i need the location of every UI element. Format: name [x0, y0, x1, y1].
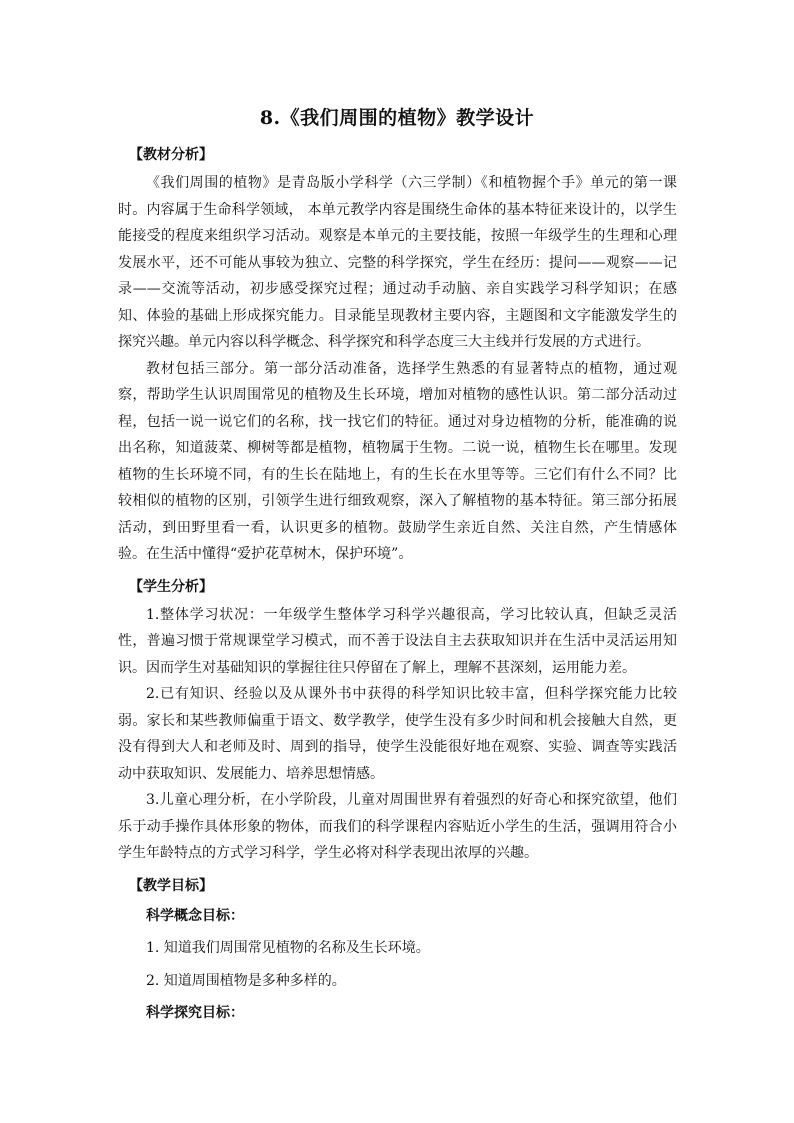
section-heading-teaching-goals: 【教学目标】 [129, 877, 213, 894]
paragraph-student-analysis-1: 1.整体学习状况：一年级学生整体学习科学兴趣很高，学习比较认真，但缺乏灵活性，普遍习惯于常规课堂学习模式，而不善于设法自主去获取知识并在生活中灵活运用知识。因而学生对基础知识的掌握往往只停留在了解上，理解不甚深刻，运用能力差。 [118, 606, 677, 676]
paragraph-textbook-analysis-2: 教材包括三部分。第一部分活动准备，选择学生熟悉的有显著特点的植物，通过观察，帮助学生认识周围常见的植物及生长环境，增加对植物的感性认识。第二部分活动过程，包括一说一说它们的名称，找一找它们的特征。通过对身边植物的分析，能准确的说出名称，知道菠菜、柳树等都是植物，植物属于生物。二说一说，植物生长在哪里。发现植物的生长环境不同，有的生长在陆地上，有的生长在水里等等。三它们有什么不同？比较相似的植物的区别，引领学生进行细致观察，深入了解植物的基本特征。第三部分拓展活动，到田野里看一看，认识更多的植物。鼓励学生亲近自然、关注自然，产生情感体验。在生活中懂得“爱护花草树木，保护环境”。 [118, 360, 677, 562]
list-item-concept-goal-2: 2. 知道周围植物是多种多样的。 [146, 972, 346, 989]
section-heading-student-analysis: 【学生分析】 [129, 578, 213, 595]
sub-heading-concept-goals: 科学概念目标： [146, 907, 244, 924]
document-title: 8.《我们周围的植物》教学设计 [259, 107, 535, 129]
paragraph-textbook-analysis-1: 《我们周围的植物》是青岛版小学科学（六三学制）《和植物握个手》单元的第一课时。内容属于生命科学领域， 本单元教学内容是围绕生命体的基本特征来设计的，以学生能接受的程度来组织学习活动。观察是本单元的主要技能，按照一年级学生的生理和心理发展水平，还不可能从事较为独立、完整的科学探究，学生在经历：提问——观察——记录——交流等活动，初步感受探究过程；通过动手动脑、亲自实践学习科学知识；在感知、体验的基础上形成探究能力。目录能呈现教材主要内容，主题图和文字能激发学生的探究兴趣。单元内容以科学概念、科学探究和科学态度三大主线并行发展的方式进行。 [118, 175, 677, 350]
sub-heading-inquiry-goals: 科学探究目标： [146, 1004, 244, 1021]
document-body [118, 140, 677, 1029]
section-heading-textbook-analysis: 【教材分析】 [129, 147, 213, 163]
paragraph-student-analysis-2: 2.已有知识、经验以及从课外书中获得的科学知识比较丰富，但科学探究能力比较弱。家长和某些教师偏重于语文、数学教学，使学生没有多少时间和机会接触大自然，更没有得到大人和老师及时、周到的指导，使学生没能很好地在观察、实验、调查等实践活动中获取知识、发展能力、培养思想情感。 [118, 686, 677, 782]
paragraph-student-analysis-3: 3.儿童心理分析，在小学阶段，儿童对周围世界有着强烈的好奇心和探究欲望，他们乐于动手操作具体形象的物体，而我们的科学课程内容贴近小学生的生活，强调用符合小学生年龄特点的方式学习科学，学生必将对科学表现出浓厚的兴趣。 [118, 792, 677, 861]
list-item-concept-goal-1: 1. 知道我们周围常见植物的名称及生长环境。 [146, 939, 430, 956]
